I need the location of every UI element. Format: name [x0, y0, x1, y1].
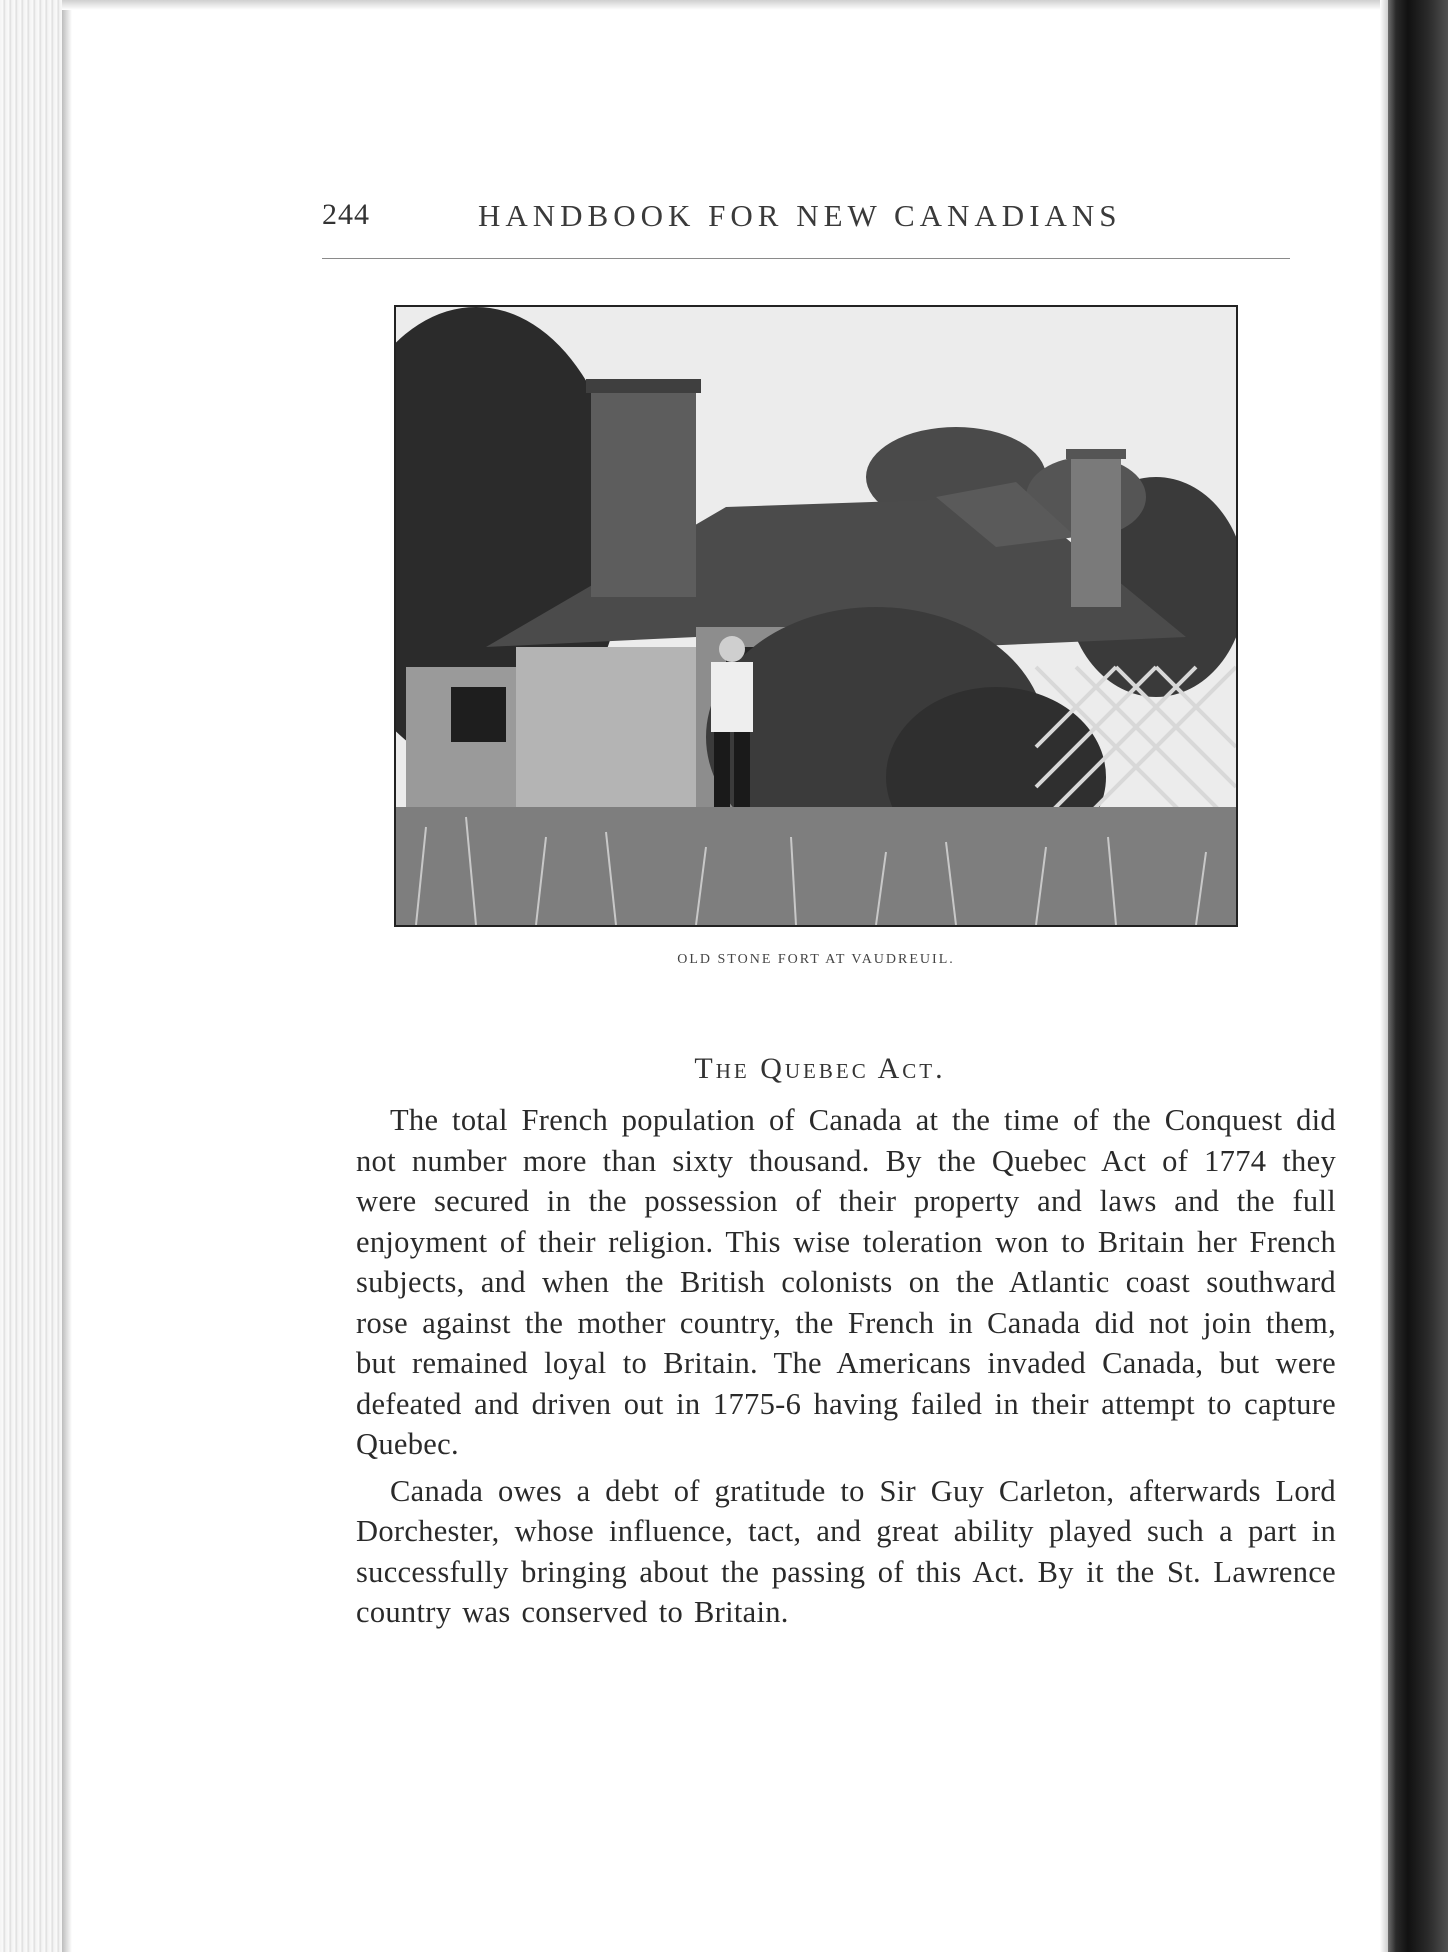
paragraph: The total French population of Canada at the time of the Conquest did not number more than sixty thousand. By the Quebec Act of 1774 they were secured in the possession of their property and laws and the full enjoyment of their religion. This wise toleration won to Britain her French subjects, and when the British colonists on the Atlantic coast southward rose against the mother country, the French in Canada did not join them, but remained loyal to Britain. The Americans invaded Canada, but were defeated and driven out in 1775-6 having failed in their attempt to capture Quebec.	[356, 1103, 1336, 1461]
header-rule	[322, 258, 1290, 259]
page-number: 244	[322, 198, 370, 231]
body-text	[356, 1100, 1336, 1633]
binding-shadow	[62, 0, 72, 1952]
running-head	[322, 198, 1292, 242]
section-heading: The Quebec Act.	[694, 1052, 946, 1085]
book-gutter	[1388, 0, 1448, 1952]
top-page-edge	[62, 0, 1392, 10]
book-page-edges	[0, 0, 62, 1952]
paragraph: Canada owes a debt of gratitude to Sir Guy Carleton, afterwards Lord Dorchester, whose influence, tact, and great ability played such a part in successfully bringing about the passing of this Act. By it the St. Lawrence country was conserved to Britain.	[356, 1473, 1336, 1629]
photo-illustration	[396, 307, 1236, 925]
figure-caption: OLD STONE FORT AT VAUDREUIL.	[677, 952, 955, 967]
right-page-edge	[1380, 0, 1388, 1952]
running-title: HANDBOOK FOR NEW CANADIANS	[478, 198, 1122, 233]
photograph-of-stone-fort	[394, 305, 1238, 927]
